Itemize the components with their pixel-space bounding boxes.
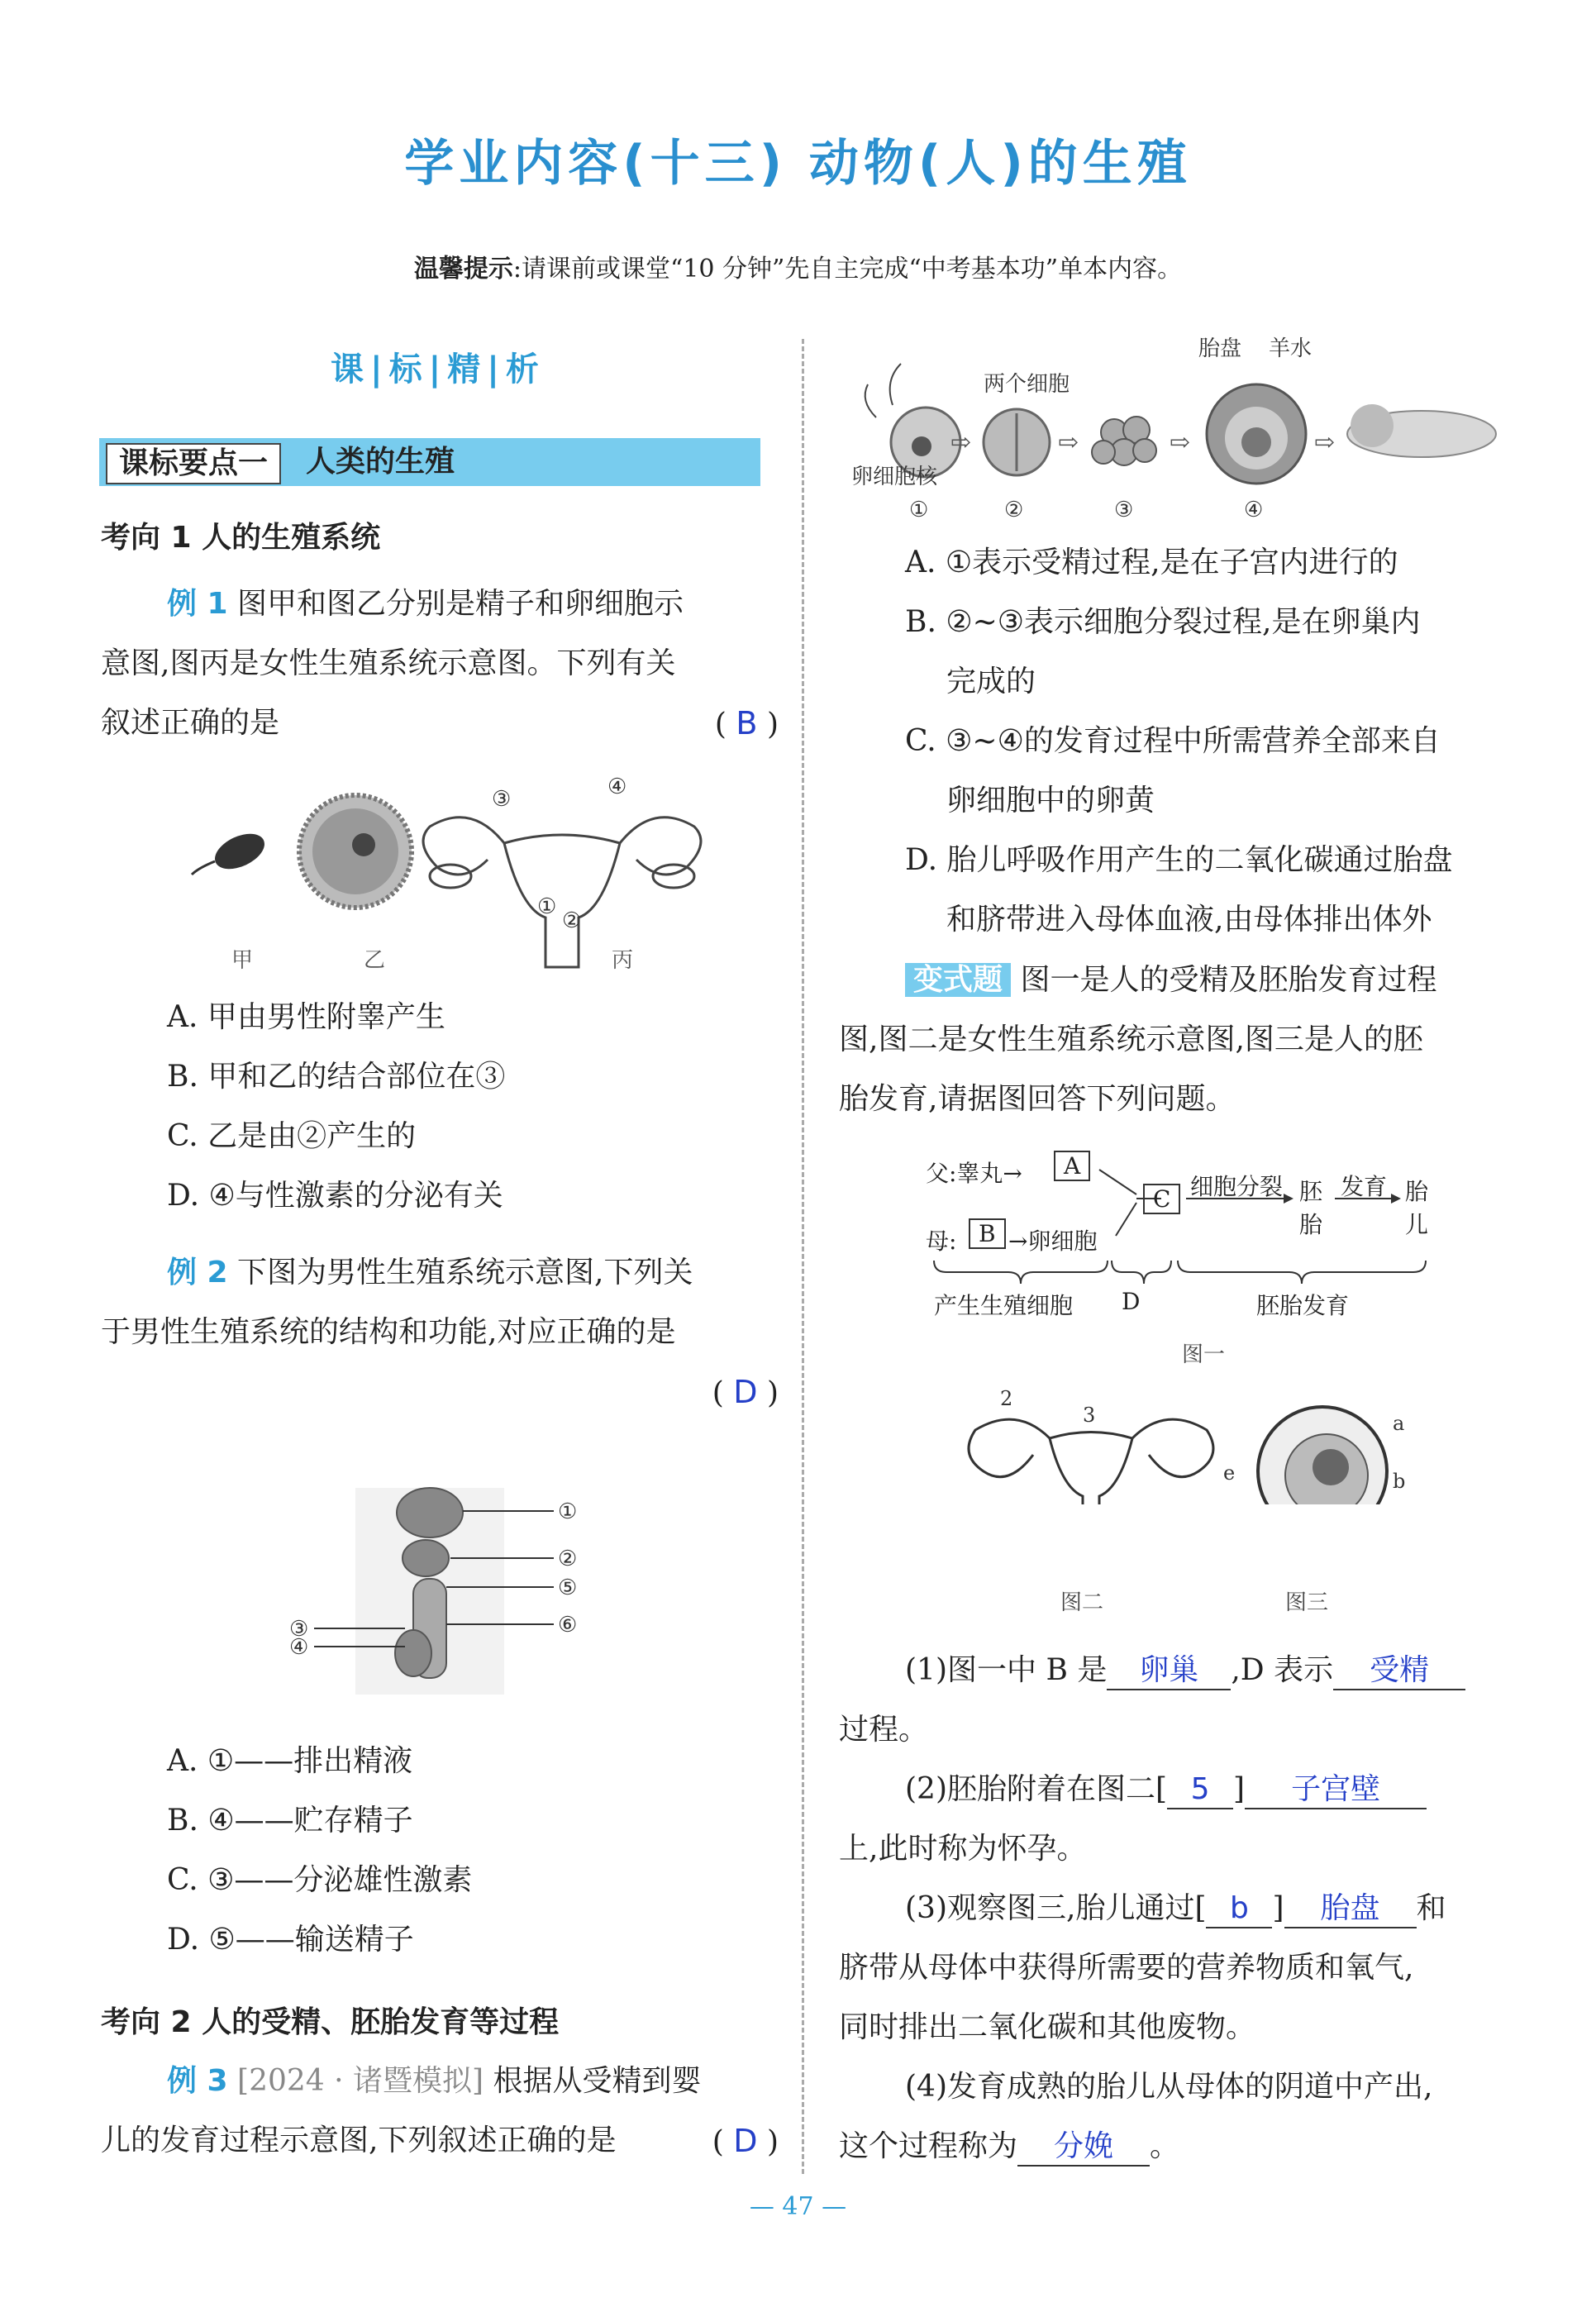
egg-illustration <box>299 795 412 908</box>
figure-3-caption: 图三 <box>1285 1590 1329 1615</box>
tip-label: 温馨提示 <box>413 255 513 284</box>
banner-tag: 课标要点一 <box>106 443 281 484</box>
svg-text:④: ④ <box>1244 498 1264 522</box>
svg-text:③: ③ <box>492 787 512 812</box>
placenta-embryo <box>1207 384 1306 484</box>
section-banner <box>99 438 760 486</box>
figure-mask <box>851 1504 1513 1546</box>
svg-text:④: ④ <box>607 775 627 799</box>
svg-text:2: 2 <box>1000 1389 1013 1410</box>
svg-text:⇨: ⇨ <box>1314 428 1336 457</box>
female-system-illustration <box>423 818 701 967</box>
figure-1-caption: 图一 <box>1182 1342 1226 1367</box>
svg-text:③: ③ <box>289 1617 309 1642</box>
svg-text:②: ② <box>562 908 582 933</box>
tip-text: :请课前或课堂“10 分钟”先自主完成“中考基本功”单本内容。 <box>512 255 1183 284</box>
option-item: B. 甲和乙的结合部位在③ <box>167 1060 506 1094</box>
flow-box-c: C <box>1143 1184 1180 1214</box>
topic-2: 考向 2 人的受精、胚胎发育等过程 <box>101 2005 560 2039</box>
svg-text:⇨: ⇨ <box>1170 428 1191 457</box>
q4-answer: 分娩 <box>1054 2129 1114 2163</box>
fig-label-yi: 乙 <box>364 948 386 973</box>
flow-embryo: 胚 胎 <box>1299 1178 1323 1238</box>
q1-answer-2: 受精 <box>1370 1653 1430 1687</box>
flow-brace-2: D <box>1122 1288 1141 1315</box>
flow-split: 细胞分裂 <box>1190 1173 1284 1200</box>
question-1: (1)图一中 B 是 卵巢 ,D 表示 受精 <box>839 1641 1517 1700</box>
option-item: B. ②~③表示细胞分裂过程,是在卵巢内 <box>905 605 1421 639</box>
flow-brace-3: 胚胎发育 <box>1256 1292 1350 1319</box>
example-1-options <box>167 988 762 1226</box>
example-2-answer: D <box>733 1374 758 1410</box>
svg-text:a: a <box>1393 1412 1405 1435</box>
sperm-illustration <box>192 827 270 876</box>
fig-label-jia: 甲 <box>231 948 254 973</box>
egg-fertilization <box>865 364 960 477</box>
figure-2-caption: 图二 <box>1060 1590 1104 1615</box>
example-3: 例 3 [2024 · 诸暨模拟] 根据从受精到婴 儿的发育过程示意图,下列叙述正确的是 ( D ) <box>101 2064 779 2159</box>
example-1: 例 1 图甲和图乙分别是精子和卵细胞示 意图,图丙是女性生殖系统示意图。下列有关 叙述正确的是 ( B ) <box>101 587 779 741</box>
flow-egg: →卵细胞 <box>1008 1228 1098 1255</box>
svg-text:②: ② <box>1004 498 1024 522</box>
label-placenta: 胎盘 <box>1198 336 1242 361</box>
svg-text:①: ① <box>909 498 929 522</box>
example-3-answer: D <box>733 2123 758 2159</box>
example-3-label: 例 3 <box>167 2064 228 2098</box>
option-item: A. ①表示受精过程,是在子宫内进行的 <box>905 546 1398 579</box>
two-cells <box>984 409 1050 475</box>
flow-develop: 发育 <box>1341 1173 1388 1200</box>
svg-text:e: e <box>1223 1461 1236 1485</box>
example-1-label: 例 1 <box>167 587 228 621</box>
flow-box-a: A <box>1054 1151 1090 1181</box>
figure-development-process <box>851 327 1529 525</box>
tip-line <box>0 248 1596 284</box>
q1-answer-1: 卵巢 <box>1139 1653 1199 1687</box>
label-egg-nucleus: 卵细胞核 <box>851 465 938 489</box>
example-1-answer: B <box>736 705 758 741</box>
flow-brace-1: 产生生殖细胞 <box>934 1292 1074 1319</box>
q3-answer-letter: b <box>1230 1891 1249 1925</box>
label-amniotic: 羊水 <box>1269 336 1313 361</box>
option-item: D. ④与性激素的分泌有关 <box>167 1179 503 1213</box>
option-item: C. ③——分泌雄性激素 <box>167 1863 473 1897</box>
flow-fetus: 胎 儿 <box>1405 1178 1429 1238</box>
svg-text:②: ② <box>558 1547 578 1571</box>
label-two-cells: 两个细胞 <box>984 372 1070 397</box>
question-4: (4)发育成熟的胎儿从母体的阴道中产出, <box>905 2070 1433 2104</box>
option-item: A. 甲由男性附睾产生 <box>167 1000 445 1034</box>
flow-box-b: B <box>969 1218 1006 1249</box>
example-3-source: [2024 · 诸暨模拟] <box>237 2064 484 2098</box>
svg-text:⑤: ⑤ <box>558 1575 578 1600</box>
q3-answer: 胎盘 <box>1320 1891 1380 1925</box>
svg-text:③: ③ <box>1114 498 1134 522</box>
section-title: 课|标|精|析 <box>331 350 545 389</box>
option-item: B. ④——贮存精子 <box>167 1804 413 1838</box>
flow-father: 父:睾丸→ <box>926 1160 1022 1187</box>
option-item: D. ⑤——输送精子 <box>167 1923 414 1957</box>
option-item: D. 胎儿呼吸作用产生的二氧化碳通过胎盘 <box>905 843 1453 877</box>
option-item: A. ①——排出精液 <box>167 1744 413 1778</box>
cell-cluster <box>1092 417 1156 465</box>
question-3: (3)观察图三,胎儿通过[ b ] 胎盘 和 <box>839 1879 1517 1938</box>
example-2: 例 2 下图为男性生殖系统示意图,下列关 于男性生殖系统的结构和功能,对应正确的是 ( D ) <box>101 1256 779 1410</box>
svg-text:①: ① <box>537 894 557 919</box>
svg-text:b: b <box>1393 1470 1406 1493</box>
svg-text:⇨: ⇨ <box>950 428 972 457</box>
svg-text:④: ④ <box>289 1635 309 1660</box>
page-title: 学业内容(十三) 动物(人)的生殖 <box>404 135 1192 193</box>
example-2-options <box>167 1732 762 1970</box>
fig-label-bing: 丙 <box>612 948 634 973</box>
option-item: C. 乙是由②产生的 <box>167 1119 417 1153</box>
example-2-label: 例 2 <box>167 1256 228 1289</box>
svg-text:①: ① <box>558 1499 578 1524</box>
variant-question: 变式题 图一是人的受精及胚胎发育过程 图,图二是女性生殖系统示意图,图三是人的胚 胎发育,请据图回答下列问题。 <box>839 963 1437 1116</box>
svg-text:3: 3 <box>1083 1404 1096 1427</box>
page-number: — 47 — <box>749 2192 847 2221</box>
flow-mother: 母: <box>926 1228 957 1255</box>
svg-text:⑥: ⑥ <box>558 1613 578 1637</box>
example-3-options: A. ①表示受精过程,是在子宫内进行的 B. ②~③表示细胞分裂过程,是在卵巢内 完成的 C. ③~④的发育过程中所需营养全部来自 卵细胞中的卵黄 D. 胎儿呼吸作用产生的二氧化碳通过胎盘 和脐带进入母体血液,由母体排出体外 <box>905 533 1533 950</box>
topic-1: 考向 1 人的生殖系统 <box>101 521 381 555</box>
figure-1-flow <box>926 1141 1455 1372</box>
variant-tag: 变式题 <box>905 963 1011 997</box>
figure-male-system <box>281 1455 612 1703</box>
q2-answer-num: 5 <box>1190 1772 1210 1806</box>
svg-text:⇨: ⇨ <box>1058 428 1079 457</box>
q2-answer: 子宫壁 <box>1291 1772 1381 1806</box>
question-2: (2)胚胎附着在图二[ 5 ] 子宫壁 <box>839 1760 1517 1819</box>
baby-illustration <box>1347 404 1496 457</box>
banner-text: 人类的生殖 <box>306 445 455 479</box>
questions: (1)图一中 B 是 卵巢 ,D 表示 受精 过程。 (2)胚胎附着在图二[ 5 ] 子宫壁 上,此时称为怀孕。 (3)观察图三,胎儿通过[ b ] 胎盘 和 脐带从母体中获得所需要的营养物质和氧气, 同时排出二氧化碳和其他废物。 (4)发育成熟的胎儿从母体的阴道中产出, 这个过程称为 分娩 。 <box>839 1641 1517 2176</box>
option-item: C. ③~④的发育过程中所需营养全部来自 <box>905 724 1441 758</box>
column-divider <box>802 339 804 2174</box>
figure-reproductive-cells <box>190 769 769 975</box>
